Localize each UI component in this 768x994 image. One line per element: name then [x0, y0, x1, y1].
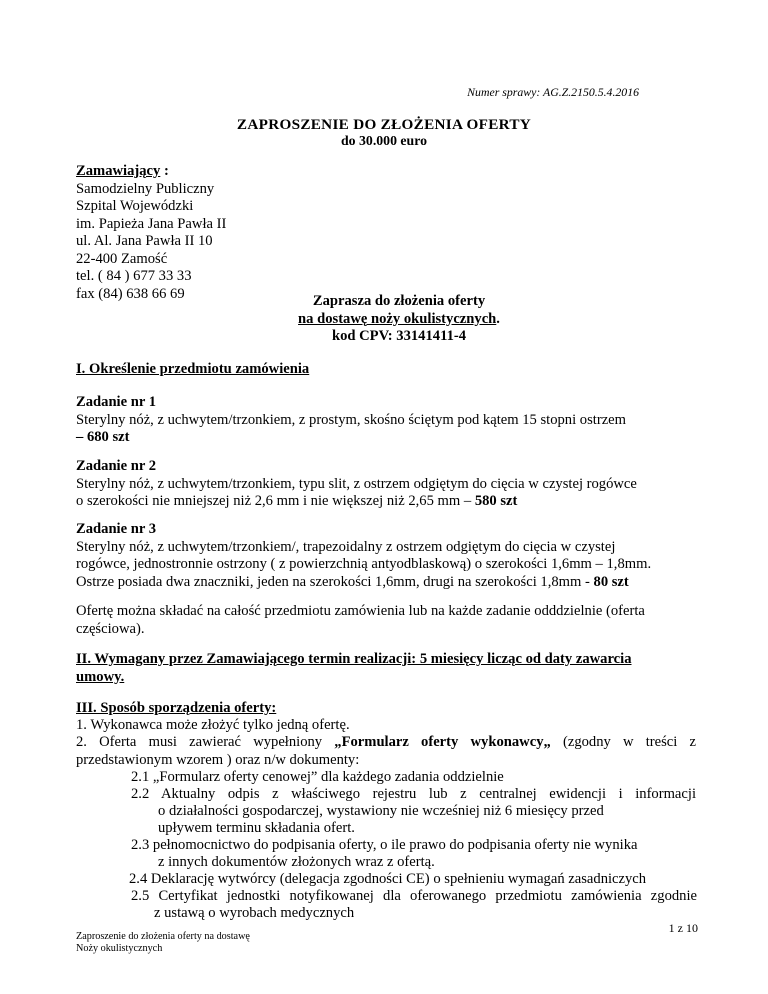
task-quantity: – 680 szt	[76, 429, 130, 445]
invitation-subject: na dostawę noży okulistycznych.	[298, 310, 500, 327]
section-3-item-2: 2. Oferta musi zawierać wypełniony „Formularz oferty wykonawcy„ (zgodny w treści z przedstawionym wzorem ) oraz n/w dokumenty:	[76, 734, 696, 768]
task-1	[76, 394, 696, 447]
footer-line: Noży okulistycznych	[76, 943, 163, 954]
required-document: 2.1 „Formularz oferty cenowej” dla każdego zadania oddzielnie	[131, 769, 504, 785]
required-document-cont: z ustawą o wyrobach medycznych	[154, 905, 355, 921]
task-2	[76, 458, 696, 511]
section-1-heading: I. Określenie przedmiotu zamówienia	[76, 361, 310, 377]
task-label: Zadanie nr 2	[76, 458, 157, 474]
document-subtitle: do 30.000 euro	[341, 133, 427, 148]
required-document: 2.4 Deklarację wytwórcy (delegacja zgodności CE) o spełnieniu wymagań zasadniczych	[129, 871, 647, 887]
invitation-line: Zaprasza do złożenia oferty	[312, 293, 486, 309]
required-document: 2.3 pełnomocnictwo do podpisania oferty, o ile prawo do podpisania oferty nie wynika	[131, 837, 638, 853]
ordering-party-line: Szpital Wojewódzki	[76, 198, 194, 214]
footer	[76, 931, 250, 955]
page-number: 1 z 10	[668, 921, 698, 935]
task-description: Sterylny nóż, z uchwytem/trzonkiem, typu slit, z ostrzem odgiętym do cięcia w czystej rogówce	[76, 475, 637, 492]
ordering-party-line: 22-400 Zamość	[76, 250, 168, 267]
document-title: ZAPROSZENIE DO ZŁOŻENIA OFERTY	[236, 116, 532, 133]
ordering-party-line: tel. ( 84 ) 677 33 33	[76, 268, 192, 284]
task-description: Sterylny nóż, z uchwytem/trzonkiem, z prostym, skośno ściętym pod kątem 15 stopni ostrzem	[76, 411, 627, 428]
task-quantity: 580 szt	[474, 493, 518, 509]
task-description: Ostrze posiada dwa znaczniki, jeden na szerokości 1,6mm, drugi na szerokości 1,8mm - 80 szt	[76, 573, 629, 590]
invitation-block	[234, 293, 564, 346]
footer-line: Zaproszenie do złożenia oferty na dostawę	[76, 931, 250, 942]
task-description: rogówce, jednostronnie ostrzony ( z powierzchnią antyodblaskową) o szerokości 1,6mm – 1,8mm.	[76, 556, 652, 572]
ordering-party-line: ul. Al. Jana Pawła II 10	[76, 233, 213, 249]
task-quantity: 80 szt	[593, 573, 629, 590]
ordering-party-block	[76, 163, 226, 303]
task-description: o szerokości nie mniejszej niż 2,6 mm i nie większej niż 2,65 mm – 580 szt	[76, 493, 518, 509]
section-3-heading: III. Sposób sporządzenia oferty:	[76, 700, 277, 716]
required-document-cont: upływem terminu składania ofert.	[158, 820, 355, 836]
section-2-heading: II. Wymagany przez Zamawiającego termin realizacji: 5 miesięcy licząc od daty zawarcia umowy.	[76, 651, 632, 685]
task-description: Sterylny nóż, z uchwytem/trzonkiem/, trapezoidalny z ostrzem odgiętym do cięcia w czystej	[76, 538, 616, 555]
required-document: 2.2 Aktualny odpis z właściwego rejestru lub z centralnej ewidencji i informacji	[131, 786, 696, 802]
ordering-party-heading: Zamawiający :	[76, 163, 169, 179]
task-3	[76, 521, 696, 591]
offer-form-name: „Formularz oferty wykonawcy„	[334, 734, 551, 750]
cpv-code: kod CPV: 33141411-4	[331, 328, 467, 344]
ordering-party-line: im. Papieża Jana Pawła II	[76, 215, 227, 232]
ordering-party-line: Samodzielny Publiczny	[76, 180, 215, 197]
task-label: Zadanie nr 1	[76, 394, 157, 410]
required-document-cont: o działalności gospodarczej, wystawiony nie wcześniej niż 6 miesięcy przed	[158, 803, 604, 819]
partial-offer-note: Ofertę można składać na całość przedmiotu zamówienia lub na każde zadanie odddzielnie (oferta częściowa).	[76, 603, 645, 637]
case-number: Numer sprawy: AG.Z.2150.5.4.2016	[467, 85, 639, 99]
required-document-cont: z innych dokumentów złożonych wraz z ofertą.	[158, 854, 435, 870]
ordering-party-line: fax (84) 638 66 69	[76, 285, 185, 302]
section-3-item-1: 1. Wykonawca może złożyć tylko jedną ofertę.	[76, 717, 350, 733]
task-label: Zadanie nr 3	[76, 521, 157, 537]
required-document: 2.5 Certyfikat jednostki notyfikowanej dla oferowanego przedmiotu zamówienia zgodnie	[131, 888, 697, 904]
